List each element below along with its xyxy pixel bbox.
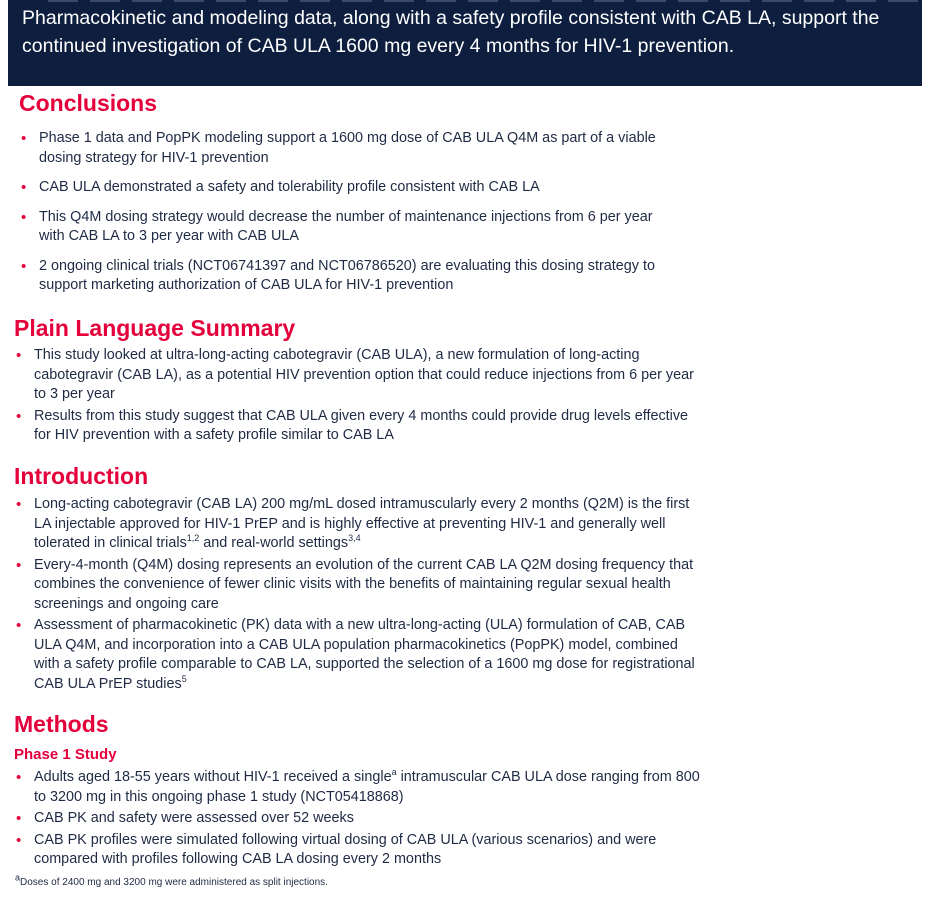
list-item: • Phase 1 data and PopPK modeling support a 1600 mg dose of CAB ULA Q4M as part of a viable dosing strategy for HIV-1 prevention (20, 129, 680, 168)
list-item: • 2 ongoing clinical trials (NCT06741397 and NCT06786520) are evaluating this dosing strategy to support marketing authorization of CAB ULA for HIV-1 prevention (20, 257, 680, 296)
banner-text: Pharmacokinetic and modeling data, along with a safety profile consistent with CAB LA, support the continued investigation of CAB ULA 1600 mg every 4 months for HIV-1 prevention. (22, 7, 880, 57)
list-item (15, 768, 705, 807)
list-item: • CAB PK and safety were assessed over 52 weeks (15, 809, 705, 829)
footnote-marker: a (391, 767, 397, 778)
methods-list (15, 768, 705, 872)
list-item: • This Q4M dosing strategy would decrease the number of maintenance injections from 6 per year with CAB LA to 3 per year with CAB ULA (20, 208, 680, 247)
plain-language-heading: Plain Language Summary (14, 315, 296, 341)
banner-top-strip (48, 0, 922, 2)
introduction-heading: Introduction (14, 463, 149, 489)
methods-item-1-text-cont: intramuscular CAB ULA dose ranging from 800 to 3200 mg in this ongoing phase 1 study (NCT05418868) (34, 769, 700, 805)
phase1-subheading: Phase 1 Study (14, 746, 117, 763)
plain-language-list (15, 346, 695, 448)
footnote-text: Doses of 2400 mg and 3200 mg were administered as split injections. (20, 877, 328, 888)
key-message-banner (8, 0, 922, 86)
list-item: • CAB PK profiles were simulated following virtual dosing of CAB ULA (various scenarios) and were compared with profiles following CAB LA dosing every 2 months (15, 831, 705, 870)
reference-superscript: 3,4 (348, 533, 361, 544)
methods-item-1-text: Adults aged 18-55 years without HIV-1 received a single (34, 769, 392, 785)
conclusions-heading: Conclusions (19, 90, 158, 116)
intro-item-1-text-cont: and real-world settings (199, 535, 349, 551)
reference-superscript: 1,2 (186, 533, 200, 544)
introduction-list (15, 495, 705, 696)
list-item (15, 495, 705, 554)
intro-item-3-text: Assessment of pharmacokinetic (PK) data with a new ultra-long-acting (ULA) formulation of CAB, CAB ULA Q4M, and incorporation into a CAB ULA population pharmacokinetics (PopPK) model, combined with a safety profile comparable to CAB LA, supported the selection of a 1600 mg dose for registrational CAB ULA PrEP studies (34, 617, 695, 692)
methods-heading: Methods (14, 711, 109, 737)
intro-item-1-text: Long-acting cabotegravir (CAB LA) 200 mg/mL dosed intramuscularly every 2 months (Q2M) is the first LA injectable approved for HIV-1 PrEP and is highly effective at preventing HIV-1 and generally well tolerated in clinical trials (34, 496, 690, 551)
list-item: • Results from this study suggest that CAB ULA given every 4 months could provide drug levels effective for HIV prevention with a safety profile similar to CAB LA (15, 407, 695, 446)
list-item: • CAB ULA demonstrated a safety and tolerability profile consistent with CAB LA (20, 178, 680, 198)
list-item: • This study looked at ultra-long-acting cabotegravir (CAB ULA), a new formulation of long-acting cabotegravir (CAB LA), as a potential HIV prevention option that could reduce injections from 6 per year to 3 per year (15, 346, 695, 405)
conclusions-list (20, 129, 680, 306)
list-item: • Every-4-month (Q4M) dosing represents an evolution of the current CAB LA Q2M dosing frequency that combines the convenience of fewer clinic visits with the benefits of maintaining regular sexual health screenings and ongoing care (15, 556, 705, 615)
reference-superscript: 5 (181, 673, 187, 684)
footnote-marker: a (15, 872, 21, 883)
list-item (15, 616, 705, 694)
footnote (15, 872, 328, 889)
